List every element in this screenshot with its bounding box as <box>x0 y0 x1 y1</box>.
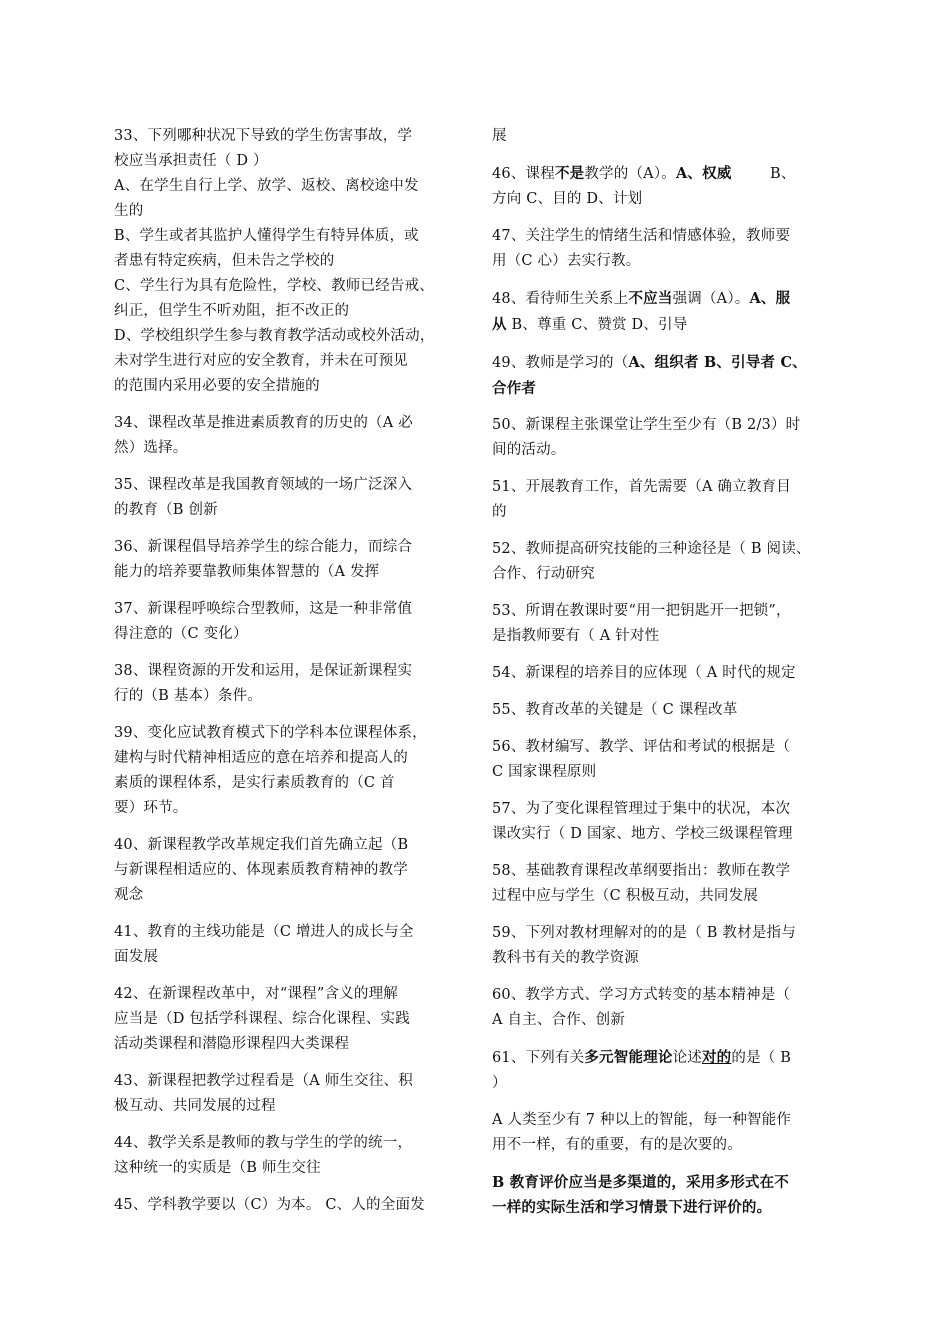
question-text: 40、新课程教学改革规定我们首先确立起（B <box>114 837 409 853</box>
question-text: 36、新课程倡导培养学生的综合能力，而综合 <box>114 539 413 555</box>
question-46 <box>492 161 838 212</box>
right-column <box>492 124 838 1232</box>
question-38 <box>114 659 470 709</box>
option-d: D、学校组织学生参与教育教学活动或校外活动， <box>114 328 435 344</box>
question-text: 41、教育的主线功能是（C 增进人的成长与全 <box>114 924 414 940</box>
answer-text: A、服 <box>749 290 791 307</box>
question-45 <box>114 1193 470 1218</box>
question-text: 38、课程资源的开发和运用，是保证新课程实 <box>114 663 413 679</box>
question-text: 61、下列有关 <box>492 1050 585 1066</box>
question-40 <box>114 833 470 908</box>
question-54 <box>492 661 838 686</box>
question-text: 教科书有关的教学资源 <box>492 950 639 966</box>
option-c: 纠正，但学生不听劝阻，拒不改正的 <box>114 303 350 319</box>
question-text: 是指教师要有（ A 针对性 <box>492 628 660 644</box>
option-text: A 人类至少有 7 种以上的智能，每一种智能作 <box>492 1112 792 1128</box>
emphasis-text: 不应当 <box>628 290 673 307</box>
question-line <box>492 1045 838 1071</box>
question-line <box>492 350 838 376</box>
question-line <box>492 312 838 338</box>
option-text: 一样的实际生活和学习情景下进行评价的。 <box>492 1199 772 1216</box>
question-text: 39、变化应试教育模式下的学科本位课程体系， <box>114 725 427 741</box>
question-text: 59、下列对教材理解对的的是（ B 教材是指与 <box>492 925 796 941</box>
question-61 <box>492 1045 838 1096</box>
option-b <box>492 1170 838 1220</box>
question-text: ） <box>492 1075 507 1091</box>
question-text: 48、看待师生关系上 <box>492 291 629 307</box>
question-text: 用（C 心）去实行教。 <box>492 253 641 269</box>
question-45-continued <box>492 124 838 149</box>
question-53 <box>492 599 838 649</box>
question-52 <box>492 537 838 587</box>
question-33 <box>114 124 470 399</box>
question-text: 面发展 <box>114 949 159 965</box>
question-text: 极互动、共同发展的过程 <box>114 1098 276 1114</box>
question-47 <box>492 224 838 274</box>
question-48 <box>492 286 838 338</box>
question-text: 60、教学方式、学习方式转变的基本精神是（ <box>492 987 791 1003</box>
question-43 <box>114 1069 470 1119</box>
question-text: 53、所谓在教课时要“用一把钥匙开一把锁”， <box>492 603 791 619</box>
answer-text: 从 <box>492 316 507 333</box>
question-text: 教学的（A）。 <box>584 166 676 182</box>
question-text: 57、为了变化课程管理过于集中的状况，本次 <box>492 801 791 817</box>
question-37 <box>114 597 470 647</box>
question-text: 课改实行（ D 国家、地方、学校三级课程管理 <box>492 826 793 842</box>
question-text: 42、在新课程改革中，对“课程”含义的理解 <box>114 986 398 1002</box>
question-text: 44、教学关系是教师的教与学生的学的统一， <box>114 1135 413 1151</box>
question-text: 素质的课程体系，是实行素质教育的（C 首 <box>114 775 395 791</box>
question-42 <box>114 982 470 1057</box>
question-text: 43、新课程把教学过程看是（A 师生交往、积 <box>114 1073 413 1089</box>
option-d: 未对学生进行对应的安全教育，并未在可预见 <box>114 353 408 369</box>
question-text: 观念 <box>114 887 144 903</box>
question-text: 这种统一的实质是（B 师生交往 <box>114 1160 321 1176</box>
question-49 <box>492 350 838 401</box>
question-text: 得注意的（C 变化） <box>114 626 248 642</box>
question-text: 与新课程相适应的、体现素质教育精神的教学 <box>114 862 408 878</box>
question-60 <box>492 983 838 1033</box>
question-56 <box>492 735 838 785</box>
option-a: 生的 <box>114 203 144 219</box>
option-c: C、学生行为具有危险性，学校、教师已经告戒、 <box>114 278 434 294</box>
option-b: B、学生或者其监护人懂得学生有特异体质，或 <box>114 228 419 244</box>
question-text: 间的活动。 <box>492 442 566 458</box>
question-text: 的 <box>492 504 507 520</box>
question-text: C 国家课程原则 <box>492 764 597 780</box>
question-text: 34、课程改革是推进素质教育的历史的（A 必 <box>114 415 413 431</box>
question-59 <box>492 921 838 971</box>
question-58 <box>492 859 838 909</box>
question-text: 51、开展教育工作，首先需要（A 确立教育目 <box>492 479 791 495</box>
question-text: 校应当承担责任（ D ） <box>114 153 268 169</box>
question-text: 然）选择。 <box>114 440 188 456</box>
question-text: 的是（ B <box>731 1050 792 1066</box>
question-text: 强调（A）。 <box>672 291 750 307</box>
option-a <box>492 1108 838 1158</box>
question-text: 54、新课程的培养目的应体现（ A 时代的规定 <box>492 665 796 681</box>
question-text: 要）环节。 <box>114 800 188 816</box>
answer-text: A、权威 <box>675 165 732 182</box>
question-text: 的教育（B 创新 <box>114 502 218 518</box>
question-line <box>492 161 838 187</box>
question-text: 过程中应与学生（C 积极互动，共同发展 <box>492 888 759 904</box>
question-55 <box>492 698 838 723</box>
emphasis-text: 不是 <box>554 165 585 182</box>
question-36 <box>114 535 470 585</box>
question-text: 展 <box>492 128 507 144</box>
option-text: 用不一样，有的重要，有的是次要的。 <box>492 1137 742 1153</box>
left-column <box>114 124 470 1230</box>
question-text: 合作、行动研究 <box>492 566 595 582</box>
question-39 <box>114 721 470 821</box>
question-text: 58、基础教育课程改革纲要指出：教师在教学 <box>492 863 791 879</box>
question-35 <box>114 473 470 523</box>
question-text: 能力的培养要靠教师集体智慧的（A 发挥 <box>114 564 380 580</box>
question-57 <box>492 797 838 847</box>
option-text: B 教育评价应当是多渠道的，采用多形式在不 <box>492 1174 790 1191</box>
question-text: B、尊重 C、赞赏 D、引导 <box>506 317 688 333</box>
answer-text: 合作者 <box>492 380 537 397</box>
question-text: 37、新课程呼唤综合型教师，这是一种非常值 <box>114 601 413 617</box>
question-text: 50、新课程主张课堂让学生至少有（B 2/3）时 <box>492 417 801 433</box>
question-text: 49、教师是学习的（ <box>492 355 629 371</box>
question-text: 行的（B 基本）条件。 <box>114 688 262 704</box>
option-b: 者患有特定疾病，但未告之学校的 <box>114 253 335 269</box>
emphasis-text: 多元智能理论 <box>584 1049 673 1066</box>
question-text: 35、课程改革是我国教育领域的一场广泛深入 <box>114 477 413 493</box>
question-text: A 自主、合作、创新 <box>492 1012 626 1028</box>
question-text: B、 <box>731 166 796 182</box>
answer-text: A、组织者 B、引导者 C、 <box>628 354 807 371</box>
question-text: 52、教师提高研究技能的三种途径是（ B 阅读、 <box>492 541 811 557</box>
question-text: 46、课程 <box>492 166 555 182</box>
question-text: 45、学科教学要以（C）为本。 C、人的全面发 <box>114 1197 425 1213</box>
option-a: A、在学生自行上学、放学、返校、离校途中发 <box>114 178 419 194</box>
question-51 <box>492 475 838 525</box>
option-d: 的范围内采用必要的安全措施的 <box>114 378 320 394</box>
question-text: 47、关注学生的情绪生活和情感体验，教师要 <box>492 228 791 244</box>
question-50 <box>492 413 838 463</box>
question-text: 建构与时代精神相适应的意在培养和提高人的 <box>114 750 408 766</box>
question-text: 活动类课程和潜隐形课程四大类课程 <box>114 1036 350 1052</box>
question-text: 方向 C、目的 D、计划 <box>492 191 643 207</box>
question-text: 应当是（D 包括学科课程、综合化课程、实践 <box>114 1011 410 1027</box>
question-text: 55、教育改革的关键是（ C 课程改革 <box>492 702 738 718</box>
question-41 <box>114 920 470 970</box>
emphasis-text: 对的 <box>701 1049 732 1066</box>
question-line <box>492 286 838 312</box>
question-text: 33、下列哪种状况下导致的学生伤害事故，学 <box>114 128 413 144</box>
question-text: 论述 <box>672 1050 702 1066</box>
question-44 <box>114 1131 470 1181</box>
question-text: 56、教材编写、教学、评估和考试的根据是（ <box>492 739 791 755</box>
question-34 <box>114 411 470 461</box>
